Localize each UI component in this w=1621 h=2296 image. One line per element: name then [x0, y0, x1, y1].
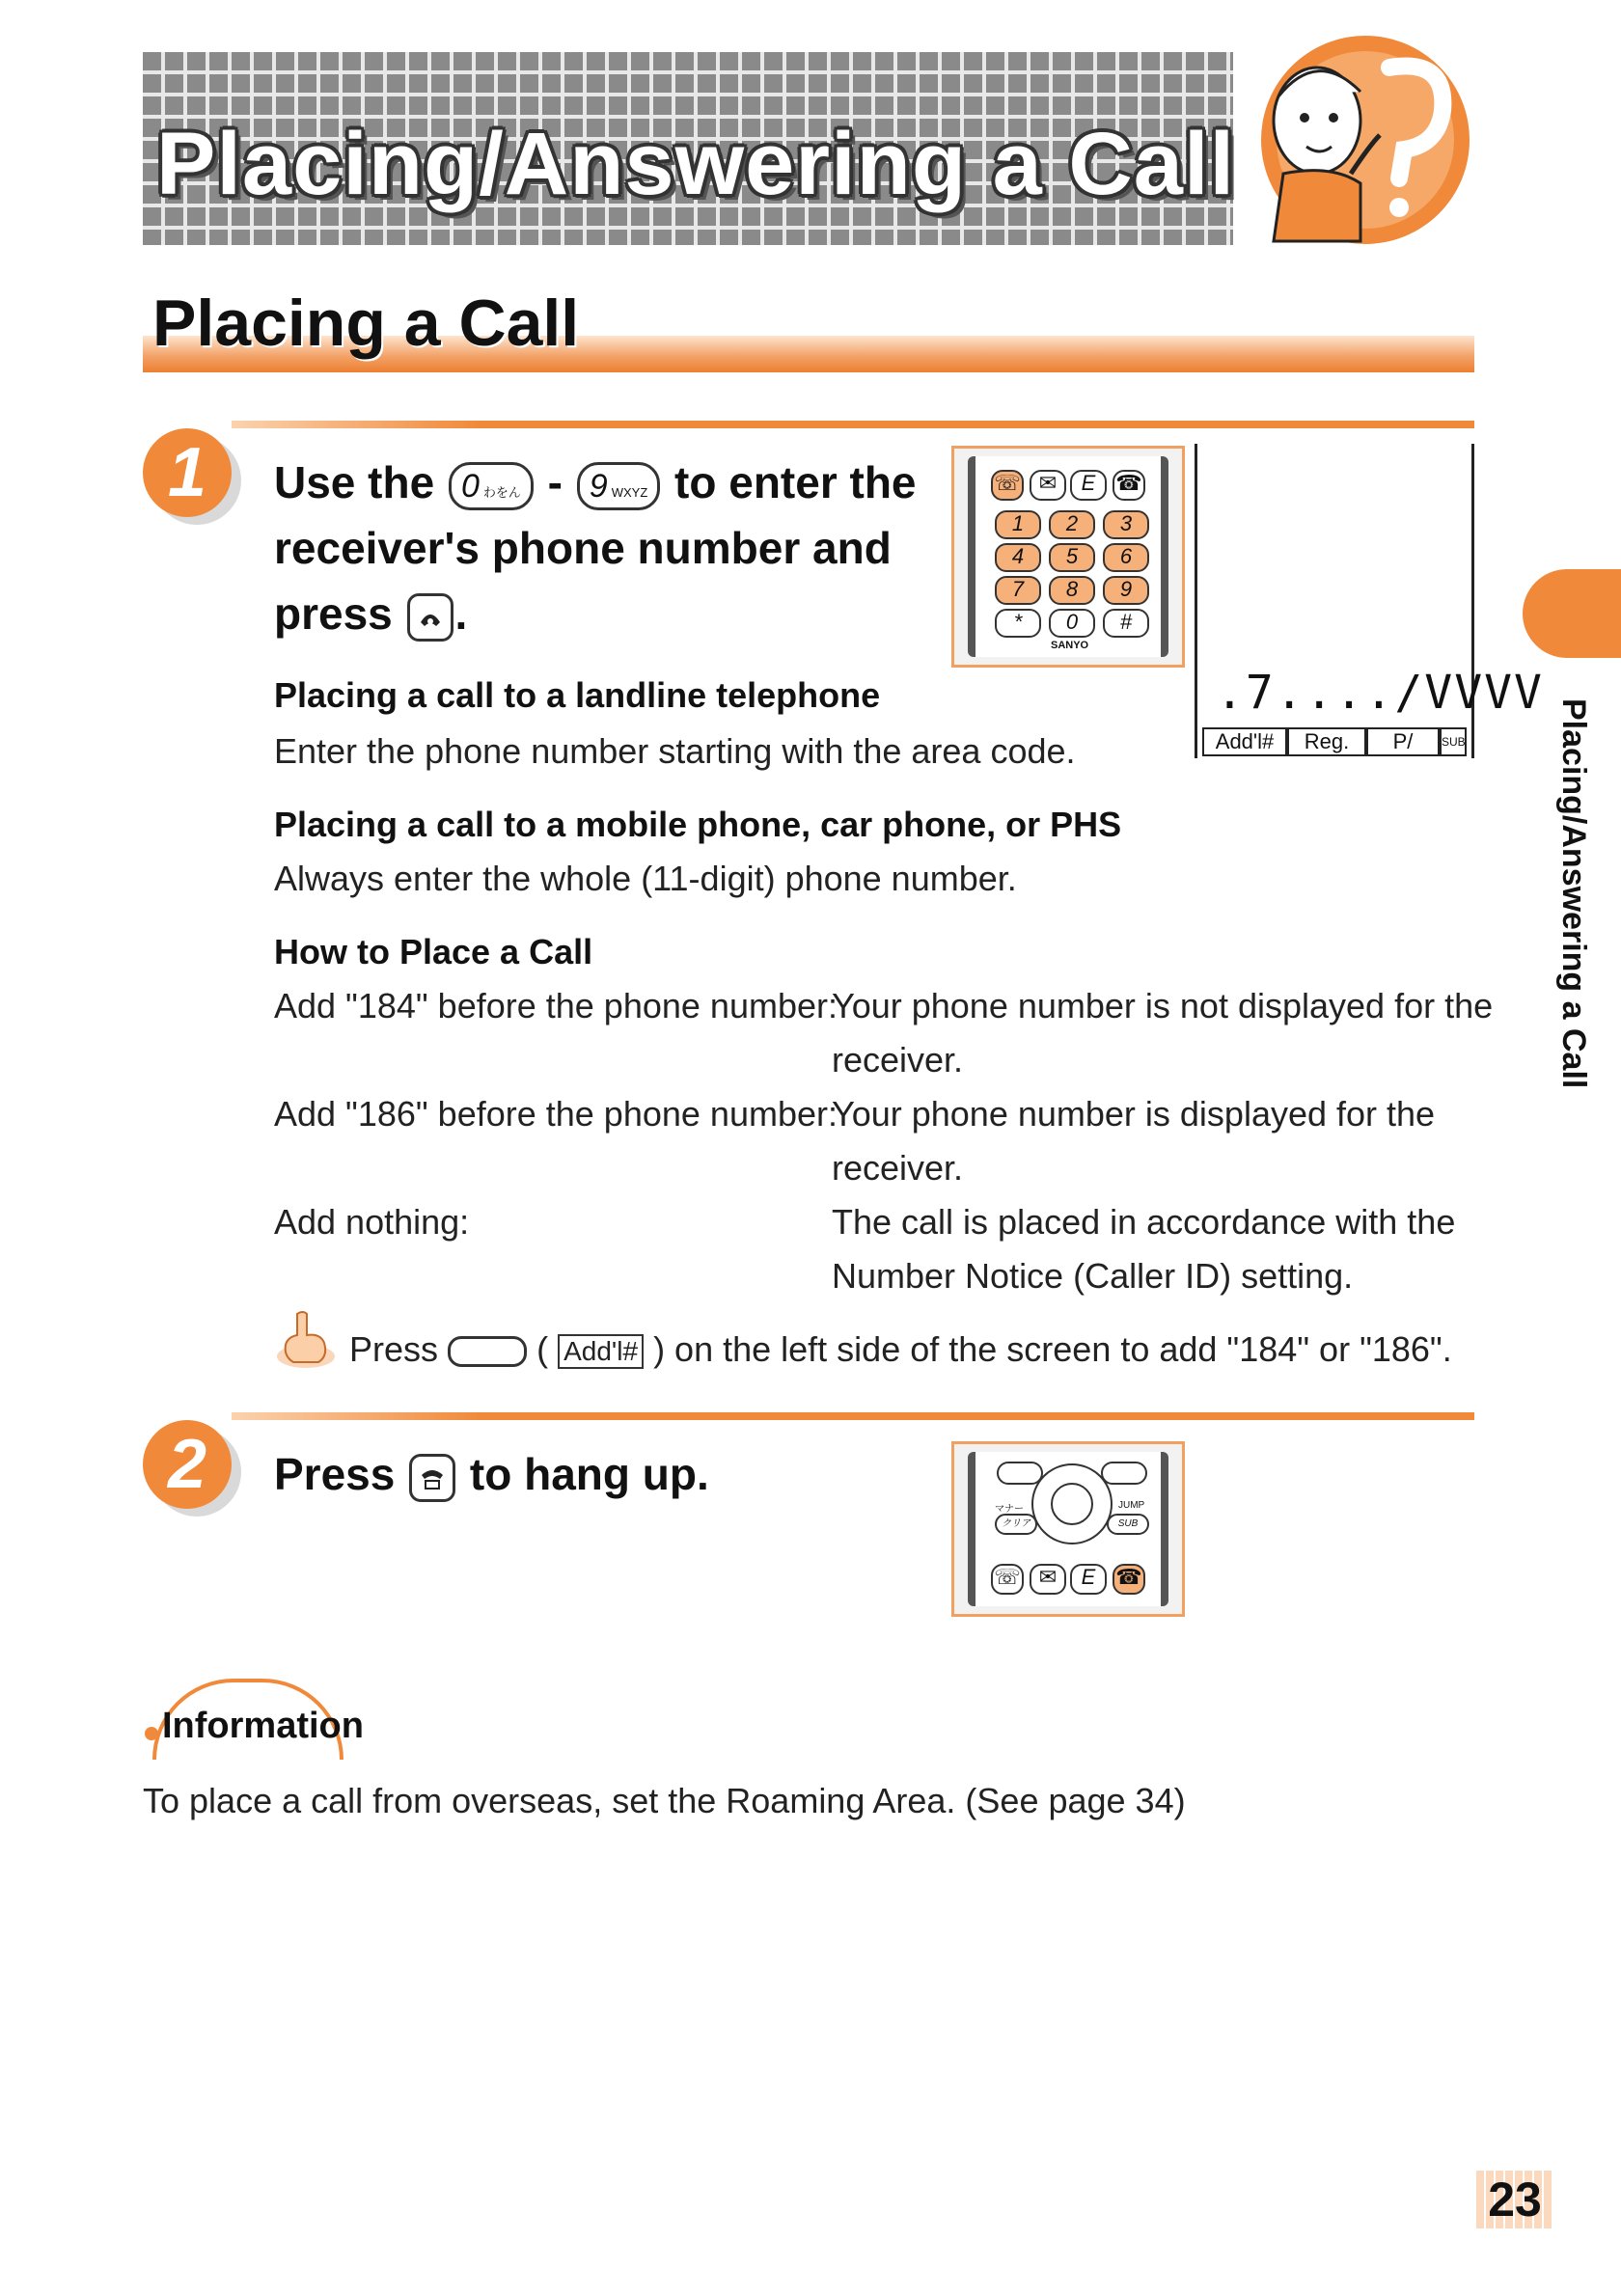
mail-key-icon: ✉ [1030, 1564, 1066, 1595]
step1-dash: - [547, 457, 563, 507]
navkey-illustration [951, 1441, 1185, 1617]
mascot-illustration [1245, 29, 1476, 251]
information-text: To place a call from overseas, set the Roaming Area. (See page 34) [143, 1781, 1186, 1820]
brand-label: SANYO [1051, 640, 1089, 651]
display-softkey: P/ [1366, 727, 1440, 756]
side-tab-label: Placing/Answering a Call [1555, 698, 1592, 1089]
step2-suffix: to hang up. [469, 1449, 709, 1499]
step2-text [274, 1441, 709, 1507]
section-title: Placing a Call [152, 287, 580, 360]
keypad-key: 6 [1103, 543, 1149, 572]
display-number: .7..../VVVV [1216, 666, 1544, 720]
keypad-key: 2 [1049, 510, 1095, 539]
keypad-key: 7 [995, 576, 1041, 605]
step1-line1 [274, 450, 917, 515]
keypad-illustration [951, 446, 1185, 668]
howto-row-desc: Number Notice (Caller ID) setting. [832, 1256, 1354, 1296]
step1-line3 [274, 581, 467, 646]
step1-period: . [454, 588, 468, 639]
sub-key: SUB [1107, 1514, 1149, 1535]
step1-line [232, 421, 1474, 428]
information-label: Information [162, 1706, 364, 1746]
keypad-key: # [1103, 609, 1149, 638]
step1-text-part2: to enter the [674, 457, 917, 507]
tip-line [349, 1329, 1452, 1370]
center-key-icon [1051, 1483, 1093, 1525]
step1-badge: 1 [143, 428, 232, 517]
keypad-key: 0 [1049, 609, 1095, 638]
nav-label: マナー [995, 1504, 1024, 1515]
keypad-key: 9 [1103, 576, 1149, 605]
web-key-icon: E [1070, 470, 1107, 501]
howto-row-desc: Your phone number is displayed for the [832, 1094, 1436, 1134]
howto-heading: How to Place a Call [274, 932, 593, 971]
step2-prefix: Press [274, 1449, 396, 1499]
howto-row-label: Add "184" before the phone number: [274, 986, 838, 1025]
call-key-icon [407, 593, 453, 642]
howto-row-label: Add "186" before the phone number: [274, 1094, 838, 1134]
keypad-key: * [995, 609, 1041, 638]
tip-softkey-label: Add'l# [558, 1334, 644, 1369]
web-key-icon: E [1070, 1564, 1107, 1595]
display-softkey: SUB [1440, 727, 1467, 756]
step1-line2: receiver's phone number and [274, 523, 892, 573]
clear-key: クリア [995, 1514, 1037, 1535]
mail-key-icon: ✉ [1030, 470, 1066, 501]
end-key-icon: ☎ [1113, 1564, 1145, 1595]
information-dot-icon [145, 1727, 158, 1740]
step2-badge: 2 [143, 1420, 232, 1509]
mobile-text: Always enter the whole (11-digit) phone number. [274, 859, 1017, 898]
pointing-hand-icon [274, 1308, 338, 1370]
howto-row-desc: The call is placed in accordance with the [832, 1202, 1456, 1242]
landline-heading: Placing a call to a landline telephone [274, 675, 881, 715]
tip-paren: ( [536, 1329, 549, 1369]
soft-key-left-icon [448, 1336, 527, 1367]
keypad-key: 3 [1103, 510, 1149, 539]
nav-label: JUMP [1118, 1500, 1145, 1511]
keypad-key: 1 [995, 510, 1041, 539]
key-0-icon: 0 わをん [449, 462, 534, 510]
mobile-heading: Placing a call to a mobile phone, car phone, or PHS [274, 805, 1122, 844]
send-key-icon: ☏ [991, 1564, 1024, 1595]
side-tab [1523, 569, 1621, 658]
display-softkey: Add'l# [1202, 727, 1287, 756]
tip-prefix: Press [349, 1329, 439, 1369]
step2-line [232, 1412, 1474, 1420]
end-key-icon [409, 1454, 455, 1502]
howto-row-desc: Your phone number is not displayed for the [832, 986, 1494, 1025]
landline-text: Enter the phone number starting with the area code. [274, 731, 1076, 771]
key-9-icon: 9 WXYZ [577, 462, 660, 510]
page-title: Placing/Answering a Call [156, 115, 1236, 213]
soft-key-left-icon [997, 1462, 1043, 1485]
page-number: 23 [1476, 2171, 1553, 2228]
tip-suffix: ) on the left side of the screen to add "184" or "186". [653, 1329, 1452, 1369]
howto-row-desc: receiver. [832, 1040, 964, 1080]
end-key-icon: ☎ [1113, 470, 1145, 501]
step1-press-label: press [274, 588, 393, 639]
send-key-icon: ☏ [991, 470, 1024, 501]
keypad-key: 4 [995, 543, 1041, 572]
soft-key-right-icon [1101, 1462, 1147, 1485]
display-softkey: Reg. [1287, 727, 1366, 756]
howto-row-label: Add nothing: [274, 1202, 470, 1242]
howto-row-desc: receiver. [832, 1148, 964, 1188]
step1-text-part1: Use the [274, 457, 435, 507]
keypad-key: 8 [1049, 576, 1095, 605]
keypad-key: 5 [1049, 543, 1095, 572]
